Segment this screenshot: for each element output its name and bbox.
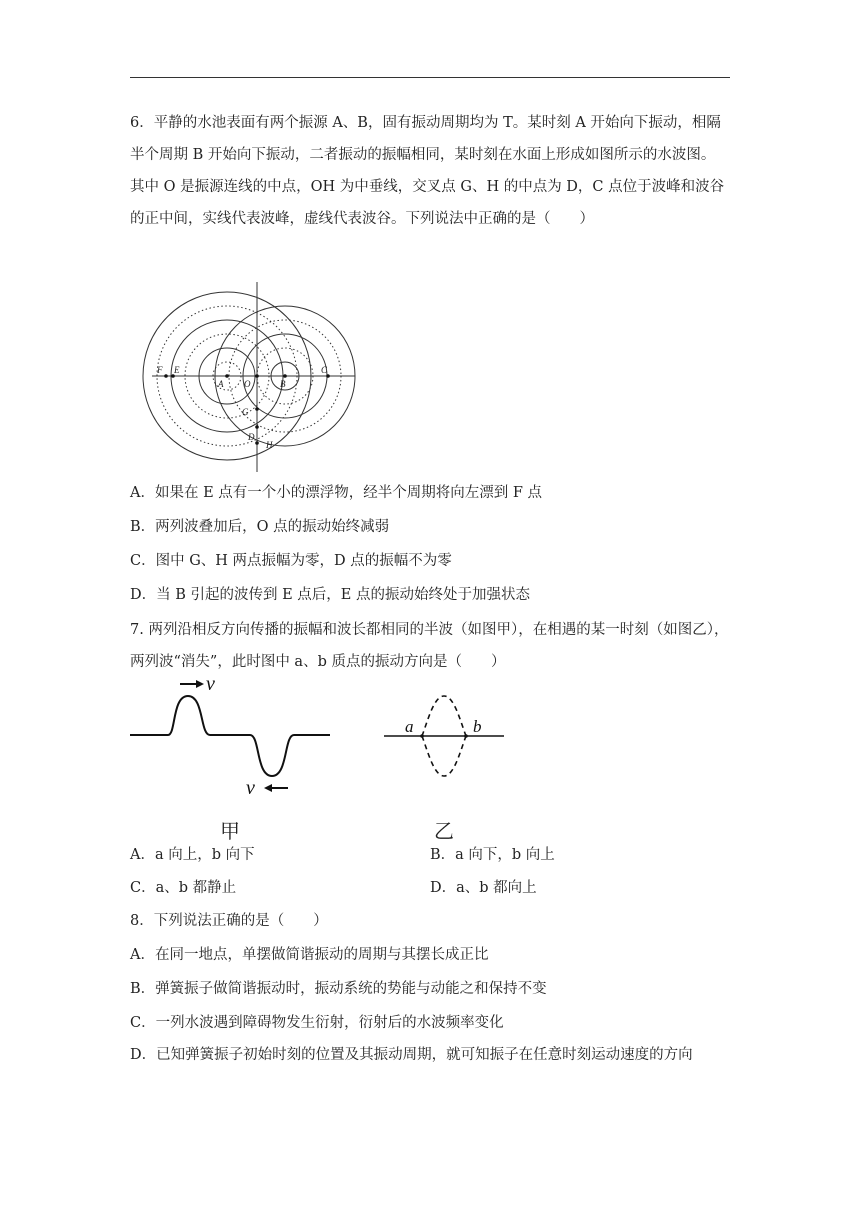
q7-option-b: B．a 向下，b 向上 <box>430 847 555 863</box>
b-label: b <box>473 717 482 736</box>
label-E: E <box>174 365 180 375</box>
label-B: B <box>280 379 286 389</box>
q7-option-d: D．a、b 都向上 <box>430 880 537 896</box>
q7-line-1: 7. 两列沿相反方向传播的振幅和波长都相同的半波（如图甲），在相遇的某一时刻（如图乙）， <box>130 622 729 638</box>
figure-yi-label: 乙 <box>434 819 454 843</box>
q8-line-1: 8．下列说法正确的是（ ） <box>130 913 328 929</box>
q8-option-a: A．在同一地点，单摆做简谐振动的周期与其摆长成正比 <box>130 947 489 963</box>
q6-option-c: C．图中 G、H 两点振幅为零，D 点的振幅不为零 <box>130 553 452 569</box>
label-H: H <box>266 440 273 450</box>
q8-option-c: C．一列水波遇到障碍物发生衍射，衍射后的水波频率变化 <box>130 1015 504 1031</box>
q7-option-c: C．a、b 都静止 <box>130 880 237 896</box>
wave-interference-figure <box>130 280 370 475</box>
figure-jia <box>128 672 338 804</box>
v-label-top: v <box>206 673 215 695</box>
q6-option-b: B．两列波叠加后，O 点的振动始终减弱 <box>130 519 390 535</box>
label-C: C <box>321 365 328 375</box>
label-O: O <box>244 379 251 389</box>
label-D: D <box>248 432 255 442</box>
q8-option-d: D．已知弹簧振子初始时刻的位置及其振动周期，就可知振子在任意时刻运动速度的方向 <box>130 1047 693 1063</box>
figure-jia-label: 甲 <box>220 819 240 843</box>
q6-line-4: 的正中间，实线代表波峰，虚线代表波谷。下列说法中正确的是（ ） <box>130 211 594 227</box>
q6-line-2: 半个周期 B 开始向下振动，二者振动的振幅相同，某时刻在水面上形成如图所示的水波图。 <box>130 147 716 163</box>
label-A: A <box>218 379 224 389</box>
q8-option-b: B．弹簧振子做简谐振动时，振动系统的势能与动能之和保持不变 <box>130 981 547 997</box>
header-rule <box>130 77 730 78</box>
v-label-bottom: v <box>246 777 255 799</box>
label-G: G <box>242 407 249 417</box>
figure-yi <box>382 690 507 782</box>
q6-option-a: A．如果在 E 点有一个小的漂浮物，经半个周期将向左漂到 F 点 <box>130 485 543 501</box>
q6-line-3: 其中 O 是振源连线的中点，OH 为中垂线，交叉点 G、H 的中点为 D，C 点位于波峰和波谷 <box>130 179 725 195</box>
label-F: F <box>157 365 163 375</box>
q7-line-2: 两列波“消失”，此时图中 a、b 质点的振动方向是（ ） <box>130 654 506 670</box>
a-label: a <box>405 717 414 736</box>
q6-line-1: 6．平静的水池表面有两个振源 A、B，固有振动周期均为 T。某时刻 A 开始向下振动，相隔 <box>130 115 721 131</box>
q7-option-a: A．a 向上，b 向下 <box>130 847 255 863</box>
q6-option-d: D．当 B 引起的波传到 E 点后，E 点的振动始终处于加强状态 <box>130 587 530 603</box>
